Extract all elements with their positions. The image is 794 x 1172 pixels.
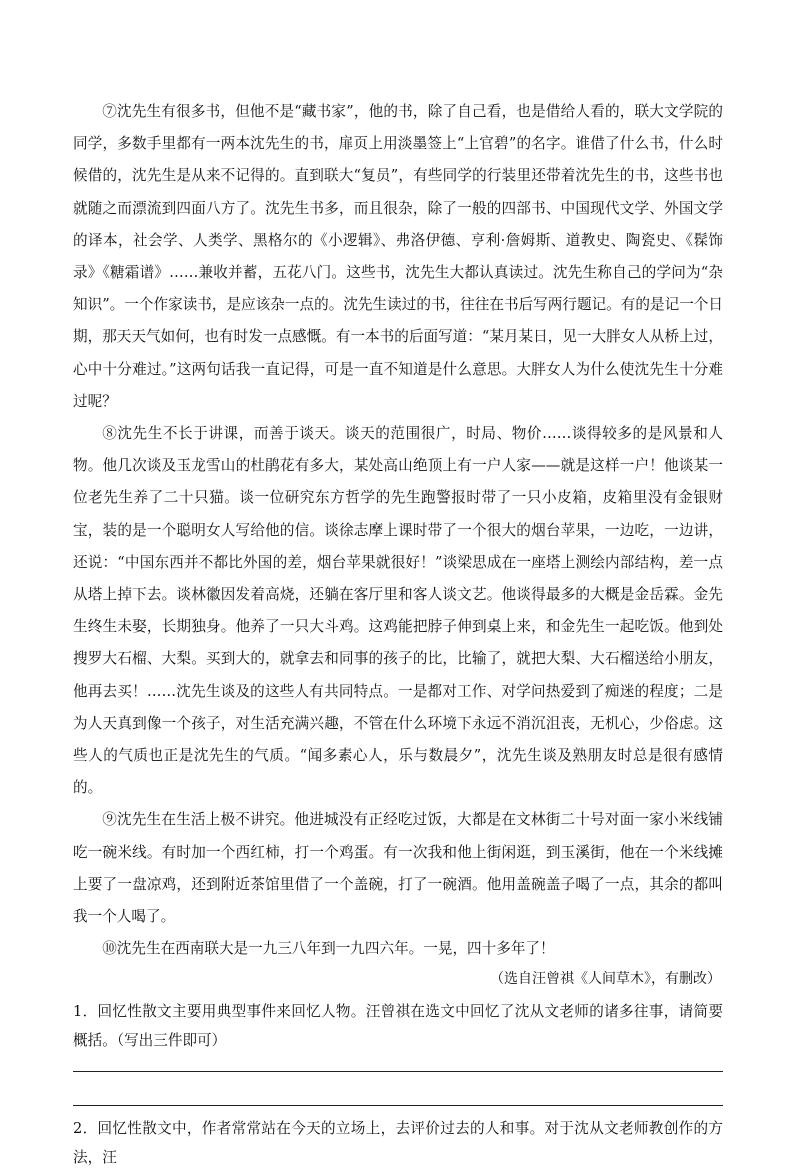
paragraph-9: ⑨沈先生在生活上极不讲究。他进城没有正经吃过饭，大都是在文林街二十号对面一家小米线铺吃一碗米线。有时加一个西红柿，打一个鸡蛋。有一次我和他上街闲逛，到玉溪街，他在一个米线摊上要了一盘凉鸡，还到附近茶馆里借了一个盖碗，打了一碗酒。他用盖碗盖子喝了一点，其余的都叫我一个人喝了。 xyxy=(73,811,723,926)
answer-line-1[interactable] xyxy=(73,1071,723,1072)
document-page xyxy=(73,96,723,1172)
answer-line-2[interactable] xyxy=(73,1105,723,1106)
paragraph-7: ⑦沈先生有很多书，但他不是“藏书家”，他的书，除了自己看，也是借给人看的，联大文学院的同学，多数手里都有一两本沈先生的书，扉页上用淡墨签上“上官碧”的名字。谁借了什么书，什么时候借的，沈先生是从来不记得的。直到联大“复员”，有些同学的行装里还带着沈先生的书，这些书也就随之而漂流到四面八方了。沈先生书多，而且很杂，除了一般的四部书、中国现代文学、外国文学的译本，社会学、人类学、黑格尔的《小逻辑》、弗洛伊德、亨利·詹姆斯、道教史、陶瓷史、《髹饰录》《糖霜谱》……兼收并蓄，五花八门。这些书，沈先生大都认真读过。沈先生称自己的学问为“杂知识”。一个作家读书，是应该杂一点的。沈先生读过的书，往往在书后写两行题记。有的是记一个日期，那天天气如何，也有时发一点感慨。有一本书的后面写道：“某月某日，见一大胖女人从桥上过，心中十分难过。”这两句话我一直记得，可是一直不知道是什么意思。大胖女人为什么使沈先生十分难过呢？ xyxy=(73,103,723,410)
paragraph-10: ⑩沈先生在西南联大是一九三八年到一九四六年。一晃，四十多年了！ xyxy=(102,940,555,958)
paragraph-8: ⑧沈先生不长于讲课，而善于谈天。谈天的范围很广，时局、物价……谈得较多的是风景和人物。他几次谈及玉龙雪山的杜鹃花有多大，某处高山绝顶上有一户人家——就是这样一户！他谈某一位老先生养了二十只猫。谈一位研究东方哲学的先生跑警报时带了一只小皮箱，皮箱里没有金银财宝，装的是一个聪明女人写给他的信。谈徐志摩上课时带了一个很大的烟台苹果，一边吃，一边讲，还说：“中国东西并不都比外国的差，烟台苹果就很好！”谈梁思成在一座塔上测绘内部结构，差一点从塔上掉下去。谈林徽因发着高烧，还躺在客厅里和客人谈文艺。他谈得最多的大概是金岳霖。金先生终生未娶，长期独身。他养了一只大斗鸡。这鸡能把脖子伸到桌上来，和金先生一起吃饭。他到处搜罗大石榴、大梨。买到大的，就拿去和同事的孩子的比，比输了，就把大梨、大石榴送给小朋友，他再去买！……沈先生谈及的这些人有共同特点。一是都对工作、对学问热爱到了痴迷的程度；二是为人天真到像一个孩子，对生活充满兴趣，不管在什么环境下永远不消沉沮丧，无机心，少俗虑。这些人的气质也正是沈先生的气质。“闻多素心人，乐与数晨夕”，沈先生谈及熟朋友时总是很有感情的。 xyxy=(73,425,723,797)
source-citation: （选自汪曾祺《人间草木》，有删改） xyxy=(490,971,721,988)
question-1: 1．回忆性散文主要用典型事件来回忆人物。汪曾祺在选文中回忆了沈从文老师的诸多往事，请简要概括。（写出三件即可） xyxy=(73,1003,723,1050)
question-2: 2．回忆性散文中，作者常常站在今天的立场上，去评价过去的人和事。对于沈从文老师教创作的方法，汪 xyxy=(73,1120,723,1167)
